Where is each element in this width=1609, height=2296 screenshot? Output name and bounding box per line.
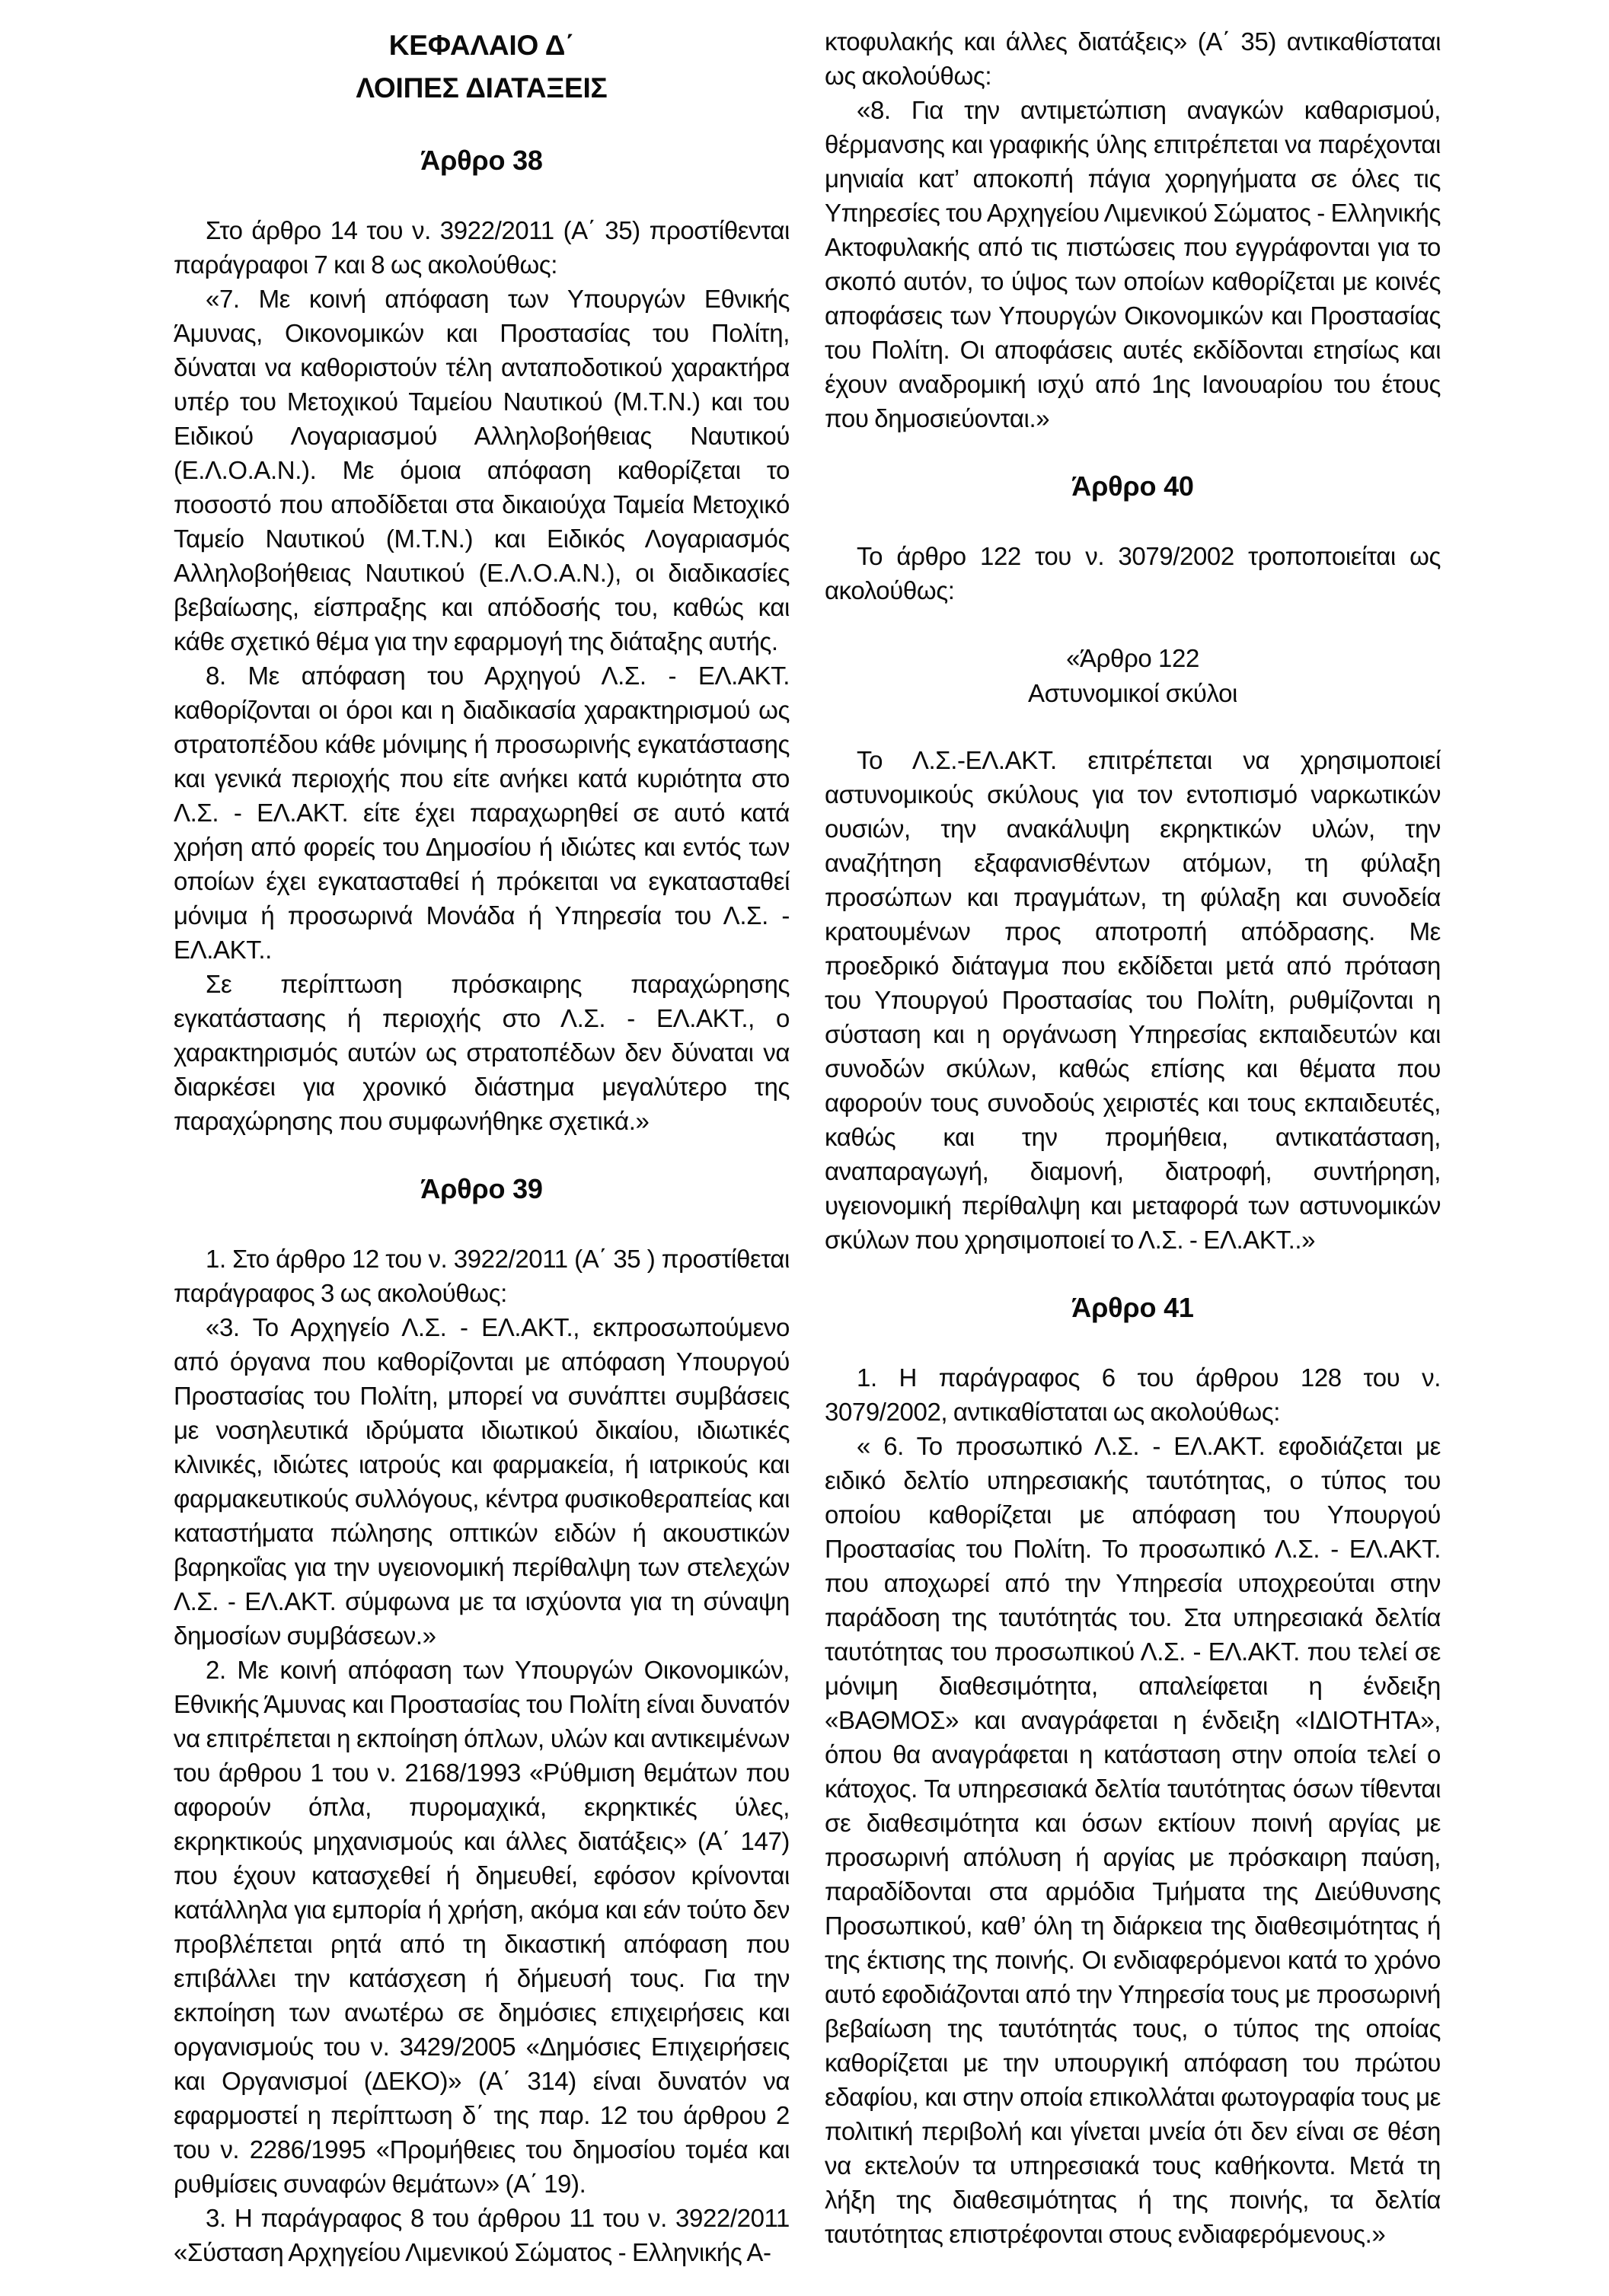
legal-paragraph: « 6. Το προσωπικό Λ.Σ. - ΕΛ.ΑΚΤ. εφοδιάζεται με ειδικό δελτίο υπηρεσιακής ταυτότητας, ο τύπος του οποίου καθορίζεται με απόφαση του Υπουργού Προστασίας του Πολίτη. Το προσωπικό Λ.Σ. - ΕΛ.ΑΚΤ. που αποχωρεί από την Υπηρεσία υποχρεούται στην παράδοση της ταυτότητάς του. Στα υπηρεσιακά δελτία ταυτότητας του προσωπικού Λ.Σ. - ΕΛ.ΑΚΤ. που τελεί σε μόνιμη διαθεσιμότητα, απαλείφεται η ένδειξη «ΒΑΘΜΟΣ» και αναγράφεται η ένδειξη «ΙΔΙΟΤΗΤΑ», όπου θα αναγράφεται η κατάσταση στην οποία τελεί ο κάτοχος. Τα υπηρεσιακά δελτία ταυτότητας όσων τίθενται σε διαθεσιμότητα και όσων εκτίουν ποινή αργίας με προσωρινή απόλυση ή αργίας με πρόσκαιρη παύση, παραδίδονται στα αρμόδια Τμήματα της Διεύθυνσης Προσωπικού, καθ’ όλη τη διάρκεια της διαθεσιμότητας ή της έκτισης της ποινής. Οι ενδιαφερόμενοι κατά το χρόνο αυτό εφοδιάζονται από την Υπηρεσία τους με προσωρινή βεβαίωση της ταυτότητάς τους, ο τύπος της οποίας καθορίζεται με την υπουργική απόφαση του πρώτου εδαφίου, και στην οποία επικολλάται φωτογραφία τους με πολιτική περιβολή και γίνεται μνεία ότι δεν είναι σε θέση να εκτελούν τα υπηρεσιακά τους καθήκοντα. Μετά τη λήξη της διαθεσιμότητας ή της ποινής, τα δελτία ταυτότητας επιστρέφονται στους ενδιαφερόμενους.» — [825, 1432, 1441, 2248]
legal-paragraph: «3. Το Αρχηγείο Λ.Σ. - ΕΛ.ΑΚΤ., εκπροσωπούμενο από όργανα που καθορίζονται με απόφαση Υπουργού Προστασίας του Πολίτη, μπορεί να συνάπτει συμβάσεις με νοσηλευτικά ιδρύματα ιδιωτικού δικαίου, ιδιωτικές κλινικές, ιδιώτες ιατρούς και φαρμακεία, ή ιατρικούς και φαρμακευτικούς συλλόγους, κέντρα φυσικοθεραπείας και καταστήματα πώλησης οπτικών ειδών ή ακουστικών βαρηκοΐας για την υγειονομική περίθαλψη των στελεχών Λ.Σ. - ΕΛ.ΑΚΤ. σύμφωνα με τα ισχύοντα για τη σύναψη δημοσίων συμβάσεων.» — [174, 1313, 790, 1650]
legal-paragraph: «7. Με κοινή απόφαση των Υπουργών Εθνικής Άμυνας, Οικονομικών και Προστασίας του Πολίτη, δύναται να καθοριστούν τέλη ανταποδοτικού χαρακτήρα υπέρ του Μετοχικού Ταμείου Ναυτικού (Μ.Τ.Ν.) και του Ειδικού Λογαριασμού Αλληλοβοήθειας Ναυτικού (Ε.Λ.Ο.Α.Ν.). Με όμοια απόφαση καθορίζεται το ποσοστό που αποδίδεται στα δικαιούχα Ταμεία Μετοχικό Ταμείο Ναυτικού (Μ.Τ.Ν.) και Ειδικός Λογαριασμός Αλληλοβοήθειας Ναυτικού (Ε.Λ.Ο.Α.Ν.), οι διαδικασίες βεβαίωσης, είσπραξης και απόδοσής του, καθώς και κάθε σχετικό θέμα για την εφαρμογή της διάταξης αυτής. — [174, 285, 790, 655]
right-column — [825, 24, 1441, 2296]
chapter-title: ΛΟΙΠΕΣ ΔΙΑΤΑΞΕΙΣ — [356, 72, 608, 104]
legal-paragraph: «8. Για την αντιμετώπιση αναγκών καθαρισμού, θέρμανσης και γραφικής ύλης επιτρέπεται να παρέχονται μηνιαία κατ’ αποκοπή πάγια χορηγήματα σε όλες τις Υπηρεσίες του Αρχηγείου Λιμενικού Σώματος - Ελληνικής Ακτοφυλακής από τις πιστώσεις που εγγράφονται για το σκοπό αυτόν, το ύψος των οποίων καθορίζεται με κοινές αποφάσεις των Υπουργών Οικονομικών και Προστασίας του Πολίτη. Οι αποφάσεις αυτές εκδίδονται ετησίως και έχουν αναδρομική ισχύ από 1ης Ιανουαρίου του έτους που δημοσιεύονται.» — [825, 96, 1441, 432]
legal-paragraph: Το Λ.Σ.-ΕΛ.ΑΚΤ. επιτρέπεται να χρησιμοποιεί αστυνομικούς σκύλους για τον εντοπισμό ναρκωτικών ουσιών, την ανακάλυψη εκρηκτικών υλών, την αναζήτηση εξαφανισθέντων ατόμων, τη φύλαξη προσώπων και πραγμάτων, τη φύλαξη και συνοδεία κρατουμένων προς αποτροπή απόδρασης. Με προεδρικό διάταγμα που εκδίδεται μετά από πρόταση του Υπουργού Προστασίας του Πολίτη, ρυθμίζονται η σύσταση και η οργάνωση Υπηρεσίας εκπαιδευτών και συνοδών σκύλων, καθώς επίσης και θέματα που αφορούν τους συνοδούς χειριστές και τους εκπαιδευτές, καθώς και την προμήθεια, αντικατάσταση, αναπαραγωγή, διαμονή, διατροφή, συντήρηση, υγειονομική περίθαλψη και μεταφορά των αστυνομικών σκύλων που χρησιμοποιεί το Λ.Σ. - ΕΛ.ΑΚΤ..» — [825, 746, 1441, 1254]
legal-paragraph: 3. Η παράγραφος 8 του άρθρου 11 του ν. 3922/2011 «Σύσταση Αρχηγείου Λιμενικού Σώματος - Ελληνικής Α- — [174, 2204, 790, 2266]
legal-paragraph: Σε περίπτωση πρόσκαιρης παραχώρησης εγκατάστασης ή περιοχής στο Λ.Σ. - ΕΛ.ΑΚΤ., ο χαρακτηρισμός αυτών ως στρατοπέδων δεν δύναται να διαρκέσει για χρονικό διάστημα μεγαλύτερο της παραχώρησης που συμφωνήθηκε σχετικά.» — [174, 970, 790, 1135]
legal-paragraph: 8. Με απόφαση του Αρχηγού Λ.Σ. - ΕΛ.ΑΚΤ. καθορίζονται οι όροι και η διαδικασία χαρακτηρισμού ως στρατοπέδου κάθε μόνιμης ή προσωρινής εγκατάστασης και γενικά περιοχής που είτε ανήκει κατά κυριότητα στο Λ.Σ. - ΕΛ.ΑΚΤ. είτε έχει παραχωρηθεί σε αυτό κατά χρήση από φορείς του Δημοσίου ή ιδιώτες και εντός των οποίων έχει εγκατασταθεί ή πρόκειται να εγκατασταθεί μόνιμα ή προσωρινά Μονάδα ή Υπηρεσία του Λ.Σ. - ΕΛ.ΑΚΤ.. — [174, 662, 790, 964]
legal-paragraph: 1. Στο άρθρο 12 του ν. 3922/2011 (Α΄ 35 ) προστίθεται παράγραφος 3 ως ακολούθως: — [174, 1245, 790, 1307]
legal-paragraph: Το άρθρο 122 του ν. 3079/2002 τροποποιείται ως ακολούθως: — [825, 542, 1441, 604]
chapter-heading: ΚΕΦΑΛΑΙΟ Δ΄ — [388, 30, 575, 61]
legal-paragraph-continuation: κτοφυλακής και άλλες διατάξεις» (Α΄ 35) αντικαθίσταται ως ακολούθως: — [825, 27, 1441, 90]
legal-paragraph: 2. Με κοινή απόφαση των Υπουργών Οικονομικών, Εθνικής Άμυνας και Προστασίας του Πολίτη είναι δυνατόν να επιτρέπεται η εκποίηση όπλων, υλών και αντικειμένων του άρθρου 1 του ν. 2168/1993 «Ρύθμιση θεμάτων που αφορούν όπλα, πυρομαχικά, εκρηκτικές ύλες, εκρηκτικούς μηχανισμούς και άλλες διατάξεις» (Α΄ 147) που έχουν κατασχεθεί ή δημευθεί, εφόσον κρίνονται κατάλληλα για εμπορία ή χρήση, ακόμα και εάν τούτο δεν προβλέπεται ρητά από τη δικαστική απόφαση που επιβάλλει την κατάσχεση ή δήμευσή τους. Για την εκποίηση των ανωτέρω σε δημόσιες επιχειρήσεις και οργανισμούς του ν. 3429/2005 «Δημόσιες Επιχειρήσεις και Οργανισμοί (ΔΕΚΟ)» (Α΄ 314) είναι δυνατόν να εφαρμοστεί η περίπτωση δ΄ της παρ. 12 του άρθρου 2 του ν. 2286/1995 «Προμήθειες του δημοσίου τομέα και ρυθμίσεις συναφών θεμάτων» (Α΄ 19). — [174, 1656, 790, 2198]
article-40-heading: Άρθρο 40 — [1071, 470, 1194, 502]
article-41-heading: Άρθρο 41 — [1071, 1292, 1194, 1323]
article-39-heading: Άρθρο 39 — [420, 1173, 543, 1204]
quoted-article-number: «Άρθρο 122 — [1066, 644, 1199, 672]
left-column — [174, 24, 790, 2296]
legal-paragraph: Στο άρθρο 14 του ν. 3922/2011 (Α΄ 35) προστίθενται παράγραφοι 7 και 8 ως ακολούθως: — [174, 216, 790, 279]
legal-paragraph: 1. Η παράγραφος 6 του άρθρου 128 του ν. 3079/2002, αντικαθίσταται ως ακολούθως: — [825, 1363, 1441, 1426]
article-38-heading: Άρθρο 38 — [420, 145, 543, 176]
quoted-article-title: Αστυνομικοί σκύλοι — [1027, 679, 1237, 707]
